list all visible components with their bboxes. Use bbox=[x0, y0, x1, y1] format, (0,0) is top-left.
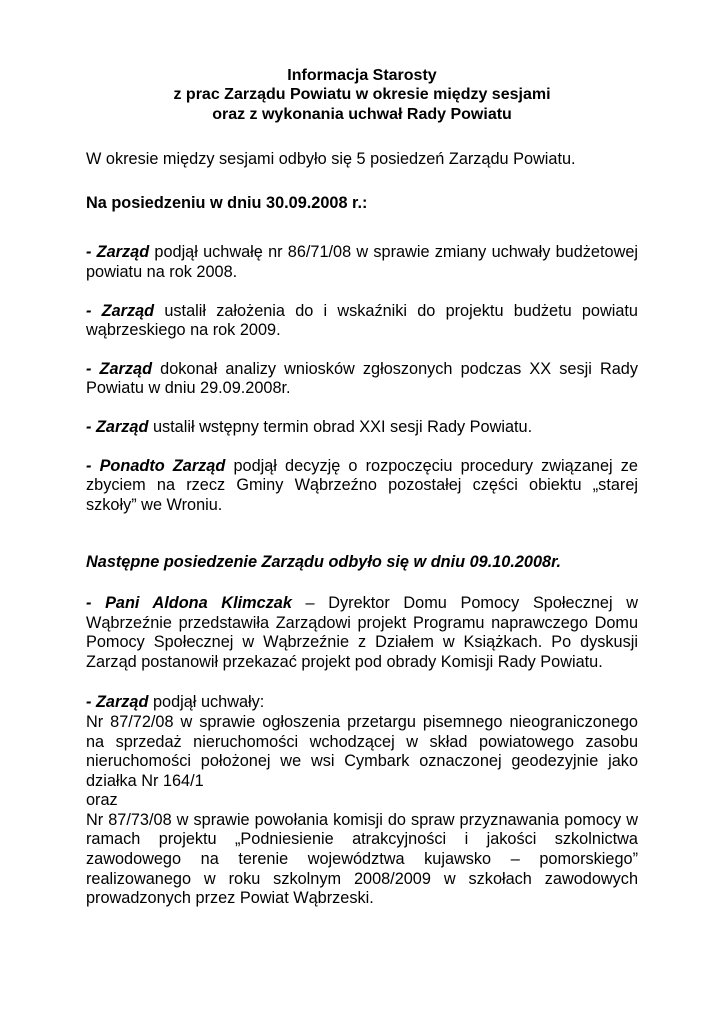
session-2-heading: Następne posiedzenie Zarządu odbyło się w dniu 09.10.2008r. bbox=[86, 553, 562, 572]
item-text: ustalił założenia do i wskaźniki do projektu budżetu powiatu wąbrzeskiego na rok 2009. bbox=[86, 301, 638, 340]
session-1-item-4 bbox=[86, 418, 638, 438]
item-lead: - Zarząd bbox=[86, 693, 149, 712]
session-2-item-1 bbox=[86, 594, 638, 672]
intro-paragraph: W okresie między sesjami odbyło się 5 posiedzeń Zarządu Powiatu. bbox=[86, 150, 576, 169]
resolution-1: Nr 87/72/08 w sprawie ogłoszenia przetargu pisemnego nieograniczonego na sprzedaż nieruchomości wchodzącej w skład powiatowego zasobu nieruchomości położonej we wsi Cymbark oznaczonej geodezyjnie jako działka Nr 164/1 bbox=[86, 712, 638, 790]
item-text: – Dyrektor Domu Pomocy Społecznej w Wąbrzeźnie przedstawiła Zarządowi projekt Programu naprawczego Domu Pomocy Społecznej w Wąbrzeźnie z Działem w Książkach. Po dyskusji Zarząd postanowił przekazać projekt pod obrady Komisji Rady Powiatu. bbox=[86, 593, 638, 671]
item-lead: - Zarząd bbox=[86, 301, 155, 320]
title-line-1: Informacja Starosty bbox=[287, 67, 437, 84]
item-lead: - Ponadto Zarząd bbox=[86, 456, 226, 475]
document-title bbox=[86, 66, 638, 124]
item-lead: - Zarząd bbox=[86, 417, 149, 436]
item-lead: - Pani Aldona Klimczak bbox=[86, 593, 292, 612]
resolution-2: Nr 87/73/08 w sprawie powołania komisji do spraw przyznawania pomocy w ramach projektu „Podniesienie atrakcyjności i jakości szkolnictwa zawodowego na terenie województwa kujawsko – pomorskiego” realizowanego w roku szkolnym 2008/2009 w szkołach zawodowych prowadzonych przez Powiat Wąbrzeski. bbox=[86, 810, 638, 908]
resolutions-intro bbox=[86, 693, 638, 713]
item-text: podjął uchwałę nr 86/71/08 w sprawie zmiany uchwały budżetowej powiatu na rok 2008. bbox=[86, 243, 638, 281]
item-lead: - Zarząd bbox=[86, 243, 150, 262]
item-text: podjął decyzję o rozpoczęciu procedury związanej ze zbyciem na rzecz Gminy Wąbrzeźno pozostałej części obiektu „starej szkoły” we Wroniu. bbox=[86, 456, 638, 514]
session-1-item-1 bbox=[86, 243, 638, 282]
resolutions-connector: oraz bbox=[86, 791, 118, 810]
session-1-item-3 bbox=[86, 360, 638, 399]
session-1-item-2 bbox=[86, 302, 638, 341]
session-1-item-5 bbox=[86, 457, 638, 516]
title-line-2: z prac Zarządu Powiatu w okresie między sesjami bbox=[173, 86, 551, 104]
item-text: ustalił wstępny termin obrad XXI sesji Rady Powiatu. bbox=[148, 417, 533, 436]
item-text: podjął uchwały: bbox=[148, 693, 265, 712]
item-lead: - Zarząd bbox=[86, 359, 153, 378]
item-text: dokonał analizy wniosków zgłoszonych podczas XX sesji Rady Powiatu w dniu 29.09.2008r. bbox=[86, 359, 638, 398]
session-1-heading: Na posiedzeniu w dniu 30.09.2008 r.: bbox=[86, 193, 368, 212]
session-2-item-2 bbox=[86, 693, 638, 909]
title-line-3: oraz z wykonania uchwał Rady Powiatu bbox=[212, 105, 512, 123]
